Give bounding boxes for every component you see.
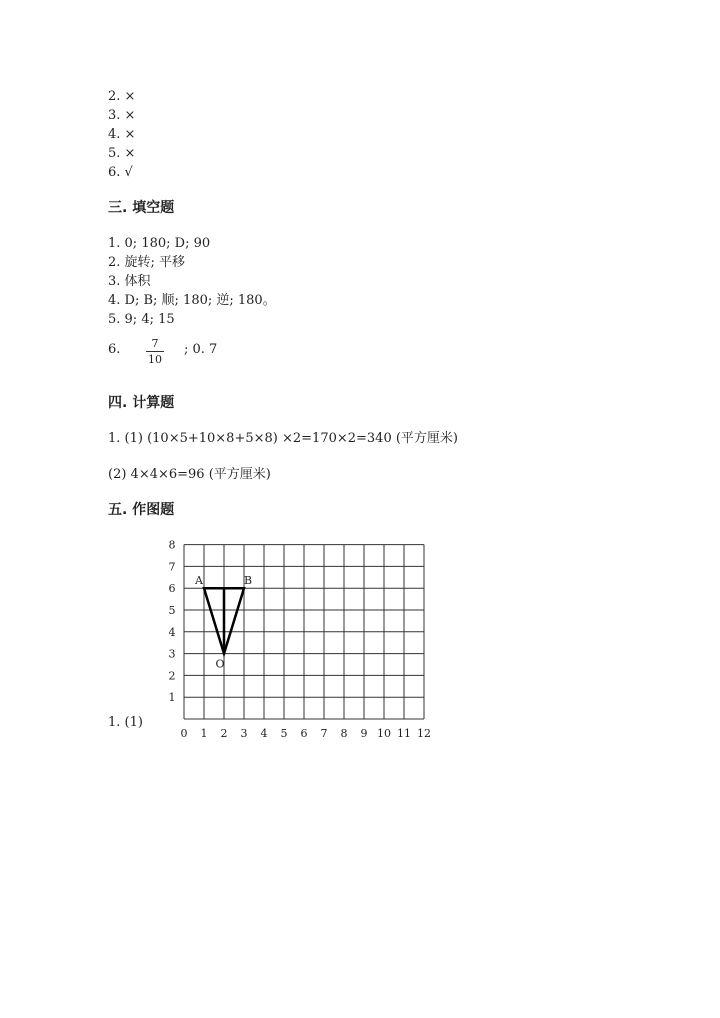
- y-tick-label: 8: [168, 538, 176, 552]
- x-tick-label: 12: [417, 727, 431, 740]
- y-tick-label: 2: [168, 669, 176, 683]
- x-tick-label: 8: [340, 727, 348, 740]
- x-tick-label: 3: [240, 727, 248, 740]
- x-tick-label: 6: [300, 727, 308, 740]
- x-tick-label: 1: [200, 727, 208, 740]
- judge-answer: 2. ×: [108, 89, 136, 104]
- fraction-numerator: 7: [151, 337, 159, 350]
- x-tick-label: 9: [360, 727, 368, 740]
- x-tick-label: 0: [180, 727, 188, 740]
- coordinate-grid: [160, 534, 450, 744]
- fraction-bar: [146, 351, 164, 352]
- x-tick-label: 4: [260, 727, 268, 740]
- calc-answer: (2) 4×4×6=96 (平方厘米): [108, 467, 271, 482]
- x-tick-label: 2: [220, 727, 228, 740]
- x-tick-label: 5: [280, 727, 288, 740]
- fill-answer: 3. 体积: [108, 274, 151, 289]
- vertex-label: B: [243, 574, 253, 588]
- y-tick-label: 5: [168, 604, 176, 617]
- fill-answer-6-prefix: 6.: [108, 342, 121, 357]
- fraction-denominator: 10: [148, 353, 162, 366]
- judge-answer: 3. ×: [108, 108, 136, 123]
- y-tick-label: 4: [168, 625, 176, 639]
- vertex-label: O: [215, 657, 225, 671]
- x-tick-label: 7: [320, 727, 328, 740]
- judge-answer: 6. √: [108, 165, 133, 180]
- fill-answer: 1. 0; 180; D; 90: [108, 236, 211, 251]
- section-title-drawing: 五. 作图题: [108, 502, 175, 518]
- fill-answer: 2. 旋转; 平移: [108, 255, 186, 270]
- judge-answer: 5. ×: [108, 146, 136, 161]
- calc-answer: 1. (1) (10×5+10×8+5×8) ×2=170×2=340 (平方厘米): [108, 431, 459, 446]
- y-tick-label: 6: [168, 582, 176, 596]
- x-tick-label: 11: [397, 727, 411, 740]
- fill-answer: 4. D; B; 顺; 180; 逆; 180。: [108, 293, 276, 308]
- x-tick-label: 10: [377, 727, 391, 740]
- vertex-label: A: [195, 574, 203, 588]
- y-tick-label: 7: [168, 560, 176, 574]
- judge-answer: 4. ×: [108, 127, 136, 142]
- y-tick-label: 3: [168, 647, 176, 661]
- fraction: [146, 337, 164, 366]
- section-title-calculation: 四. 计算题: [108, 395, 175, 411]
- section-title-fill-blank: 三. 填空题: [108, 200, 175, 216]
- drawing-item-label: 1. (1): [108, 715, 143, 730]
- fill-answer: 5. 9; 4; 15: [108, 312, 175, 327]
- y-tick-label: 1: [168, 691, 176, 705]
- fill-answer-6-suffix: ; 0. 7: [184, 342, 218, 357]
